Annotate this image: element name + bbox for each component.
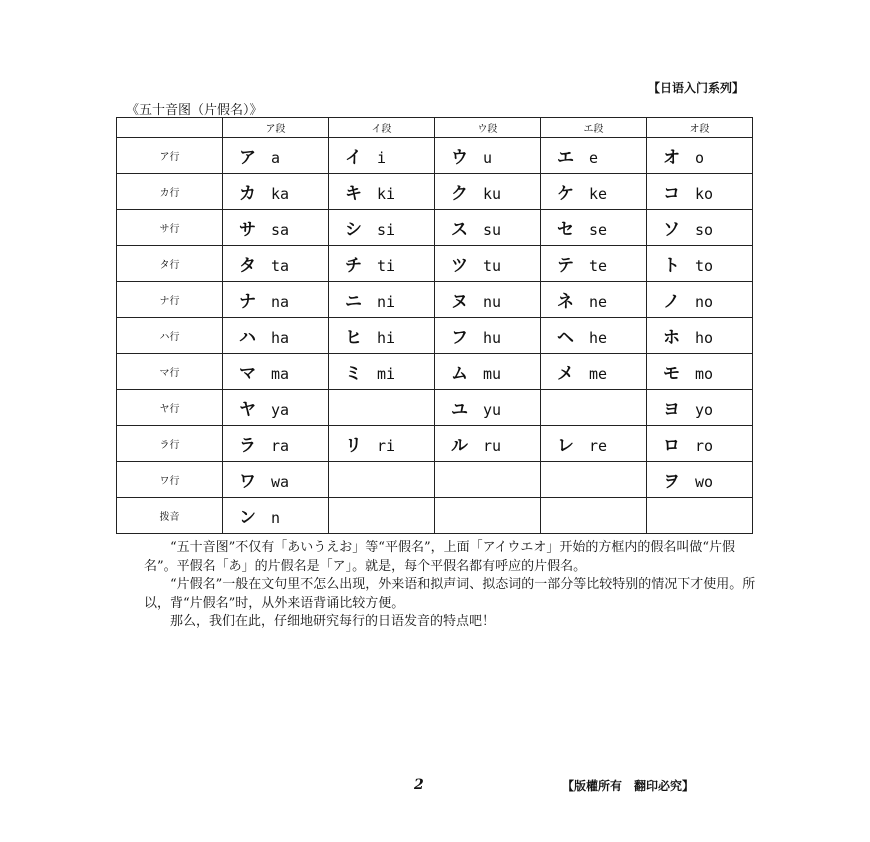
romaji: to xyxy=(695,257,714,275)
table-row xyxy=(117,354,753,390)
kana-cell xyxy=(329,426,435,462)
kana-cell xyxy=(223,498,329,534)
kana-cell xyxy=(541,138,647,174)
katakana-char: ム xyxy=(451,364,468,384)
row-label: サ行 xyxy=(117,210,223,246)
romaji: te xyxy=(589,257,608,275)
katakana-char: ヲ xyxy=(663,472,680,492)
romaji: su xyxy=(483,221,502,239)
romaji: ho xyxy=(695,329,714,347)
row-label: 拨音 xyxy=(117,498,223,534)
kana-cell xyxy=(435,354,541,390)
romaji: ro xyxy=(695,437,714,455)
kana-cell xyxy=(647,174,753,210)
empty-cell xyxy=(541,498,647,534)
column-header: ウ段 xyxy=(435,118,541,138)
romaji: re xyxy=(589,437,608,455)
table-title: 《五十音图（片假名）》 xyxy=(126,103,263,118)
katakana-char: セ xyxy=(557,220,574,240)
row-label: ア行 xyxy=(117,138,223,174)
kana-cell xyxy=(329,246,435,282)
row-label: ラ行 xyxy=(117,426,223,462)
katakana-char: ミ xyxy=(345,364,362,384)
kana-cell xyxy=(223,210,329,246)
romaji: ta xyxy=(271,257,290,275)
empty-cell xyxy=(435,498,541,534)
romaji: no xyxy=(695,293,714,311)
kana-cell xyxy=(541,174,647,210)
table-row xyxy=(117,318,753,354)
katakana-char: フ xyxy=(451,328,468,348)
romaji: ke xyxy=(589,185,608,203)
romaji: ko xyxy=(695,185,714,203)
row-label: ハ行 xyxy=(117,318,223,354)
katakana-char: ユ xyxy=(451,400,468,420)
kana-cell xyxy=(223,174,329,210)
kana-cell xyxy=(647,138,753,174)
katakana-char: ナ xyxy=(239,292,256,312)
row-label: カ行 xyxy=(117,174,223,210)
romaji: ha xyxy=(271,329,290,347)
table-row xyxy=(117,498,753,534)
katakana-char: ホ xyxy=(663,328,680,348)
katakana-char: ヌ xyxy=(451,292,468,312)
kana-cell xyxy=(647,318,753,354)
kana-cell xyxy=(647,462,753,498)
katakana-char: チ xyxy=(345,256,362,276)
katakana-char: ニ xyxy=(345,292,362,312)
kana-cell xyxy=(223,462,329,498)
kana-cell xyxy=(329,138,435,174)
romaji: nu xyxy=(483,293,502,311)
empty-cell xyxy=(329,462,435,498)
romaji: ya xyxy=(271,401,290,419)
kana-cell xyxy=(435,174,541,210)
kana-cell xyxy=(541,354,647,390)
romaji: ra xyxy=(271,437,290,455)
table-row xyxy=(117,210,753,246)
katakana-char: ロ xyxy=(663,436,680,456)
katakana-char: ケ xyxy=(557,184,574,204)
romaji: mo xyxy=(695,365,714,383)
kana-cell xyxy=(647,426,753,462)
column-header: イ段 xyxy=(329,118,435,138)
katakana-char: ウ xyxy=(451,148,468,168)
romaji: ni xyxy=(377,293,396,311)
kana-cell xyxy=(329,210,435,246)
romaji: mu xyxy=(483,365,502,383)
kana-cell xyxy=(647,210,753,246)
romaji: ma xyxy=(271,365,290,383)
katakana-char: エ xyxy=(557,148,574,168)
empty-cell xyxy=(541,390,647,426)
katakana-char: テ xyxy=(557,256,574,276)
katakana-char: タ xyxy=(239,256,256,276)
kana-cell xyxy=(435,138,541,174)
kana-cell xyxy=(647,354,753,390)
romaji: wo xyxy=(695,473,714,491)
romaji: ku xyxy=(483,185,502,203)
table-body xyxy=(117,138,753,534)
romaji: na xyxy=(271,293,290,311)
romaji: wa xyxy=(271,473,290,491)
katakana-char: サ xyxy=(239,220,256,240)
romaji: e xyxy=(589,149,599,167)
romaji: hu xyxy=(483,329,502,347)
row-label: マ行 xyxy=(117,354,223,390)
romaji: ru xyxy=(483,437,502,455)
katakana-char: ヘ xyxy=(557,328,574,348)
katakana-char: ラ xyxy=(239,436,256,456)
kana-cell xyxy=(541,282,647,318)
romaji: u xyxy=(483,149,493,167)
kana-cell xyxy=(223,318,329,354)
kana-cell xyxy=(541,210,647,246)
empty-cell xyxy=(541,462,647,498)
romaji: si xyxy=(377,221,396,239)
katakana-char: ハ xyxy=(239,328,256,348)
kana-cell xyxy=(435,390,541,426)
romaji: mi xyxy=(377,365,396,383)
katakana-char: ス xyxy=(451,220,468,240)
empty-cell xyxy=(329,498,435,534)
row-label: ナ行 xyxy=(117,282,223,318)
katakana-char: ア xyxy=(239,148,256,168)
kana-cell xyxy=(435,210,541,246)
romaji: i xyxy=(377,149,387,167)
romaji: ki xyxy=(377,185,396,203)
katakana-char: ネ xyxy=(557,292,574,312)
kana-cell xyxy=(647,390,753,426)
katakana-char: ヤ xyxy=(239,400,256,420)
page-number: 2 xyxy=(414,777,424,793)
romaji: hi xyxy=(377,329,396,347)
romaji: ka xyxy=(271,185,290,203)
kana-cell xyxy=(329,174,435,210)
empty-cell xyxy=(329,390,435,426)
katakana-char: ヨ xyxy=(663,400,680,420)
paragraph: “五十音图”不仅有「あいうえお」等“平假名”，上面「アイウエオ」开始的方框内的假名叫做“片假名”。平假名「あ」的片假名是「ア」。就是，每个平假名都有呼应的片假名。 xyxy=(144,540,736,574)
katakana-char: オ xyxy=(663,148,680,168)
katakana-char: カ xyxy=(239,184,256,204)
katakana-char: ト xyxy=(663,256,680,276)
kana-cell xyxy=(647,282,753,318)
kana-cell xyxy=(223,426,329,462)
kana-cell xyxy=(223,354,329,390)
katakana-char: ソ xyxy=(663,220,680,240)
romaji: so xyxy=(695,221,714,239)
kana-cell xyxy=(223,138,329,174)
katakana-char: ツ xyxy=(451,256,468,276)
romaji: n xyxy=(271,509,281,527)
katakana-char: コ xyxy=(663,184,680,204)
kana-cell xyxy=(435,318,541,354)
katakana-char: メ xyxy=(557,364,574,384)
table-row xyxy=(117,138,753,174)
kana-cell xyxy=(435,246,541,282)
romaji: se xyxy=(589,221,608,239)
romaji: me xyxy=(589,365,608,383)
table-header-row xyxy=(117,118,753,138)
romaji: ne xyxy=(589,293,608,311)
romaji: yu xyxy=(483,401,502,419)
row-label: タ行 xyxy=(117,246,223,282)
katakana-char: マ xyxy=(239,364,256,384)
table-row xyxy=(117,426,753,462)
column-header: オ段 xyxy=(647,118,753,138)
column-header: ア段 xyxy=(223,118,329,138)
table-row xyxy=(117,462,753,498)
katakana-char: ク xyxy=(451,184,468,204)
paragraph: “片假名”一般在文句里不怎么出现，外来语和拟声词、拟态词的一部分等比较特别的情况下才使用。所以，背“片假名”时，从外来语背诵比较方便。 xyxy=(144,577,756,611)
katakana-char: イ xyxy=(345,148,362,168)
body-text xyxy=(144,539,756,632)
kana-cell xyxy=(647,246,753,282)
katakana-char: レ xyxy=(557,436,574,456)
romaji: tu xyxy=(483,257,502,275)
column-header: エ段 xyxy=(541,118,647,138)
katakana-char: ワ xyxy=(239,472,256,492)
kana-cell xyxy=(435,426,541,462)
katakana-table xyxy=(116,117,753,534)
kana-cell xyxy=(541,246,647,282)
katakana-char: ン xyxy=(239,508,256,528)
table-row xyxy=(117,174,753,210)
series-header: 【日语入门系列】 xyxy=(647,81,744,95)
copyright-notice: 【版權所有 翻印必究】 xyxy=(562,779,695,793)
katakana-char: ル xyxy=(451,436,468,456)
kana-cell xyxy=(541,426,647,462)
paragraph: 那么，我们在此，仔细地研究每行的日语发音的特点吧！ xyxy=(170,614,496,629)
romaji: sa xyxy=(271,221,290,239)
katakana-char: シ xyxy=(345,220,362,240)
katakana-char: ヒ xyxy=(345,328,362,348)
kana-cell xyxy=(329,282,435,318)
kana-cell xyxy=(223,390,329,426)
table-row xyxy=(117,282,753,318)
katakana-char: モ xyxy=(663,364,680,384)
table-row xyxy=(117,390,753,426)
katakana-char: ノ xyxy=(663,292,680,312)
kana-cell xyxy=(223,246,329,282)
row-label: ヤ行 xyxy=(117,390,223,426)
kana-cell xyxy=(435,282,541,318)
kana-cell xyxy=(329,354,435,390)
romaji: he xyxy=(589,329,608,347)
romaji: yo xyxy=(695,401,714,419)
romaji: o xyxy=(695,149,705,167)
row-label: ワ行 xyxy=(117,462,223,498)
romaji: ri xyxy=(377,437,396,455)
romaji: ti xyxy=(377,257,396,275)
table-row xyxy=(117,246,753,282)
kana-cell xyxy=(329,318,435,354)
kana-cell xyxy=(541,318,647,354)
corner-cell xyxy=(117,118,223,138)
romaji: a xyxy=(271,149,281,167)
kana-cell xyxy=(223,282,329,318)
empty-cell xyxy=(435,462,541,498)
empty-cell xyxy=(647,498,753,534)
katakana-char: リ xyxy=(345,436,362,456)
katakana-char: キ xyxy=(345,184,362,204)
